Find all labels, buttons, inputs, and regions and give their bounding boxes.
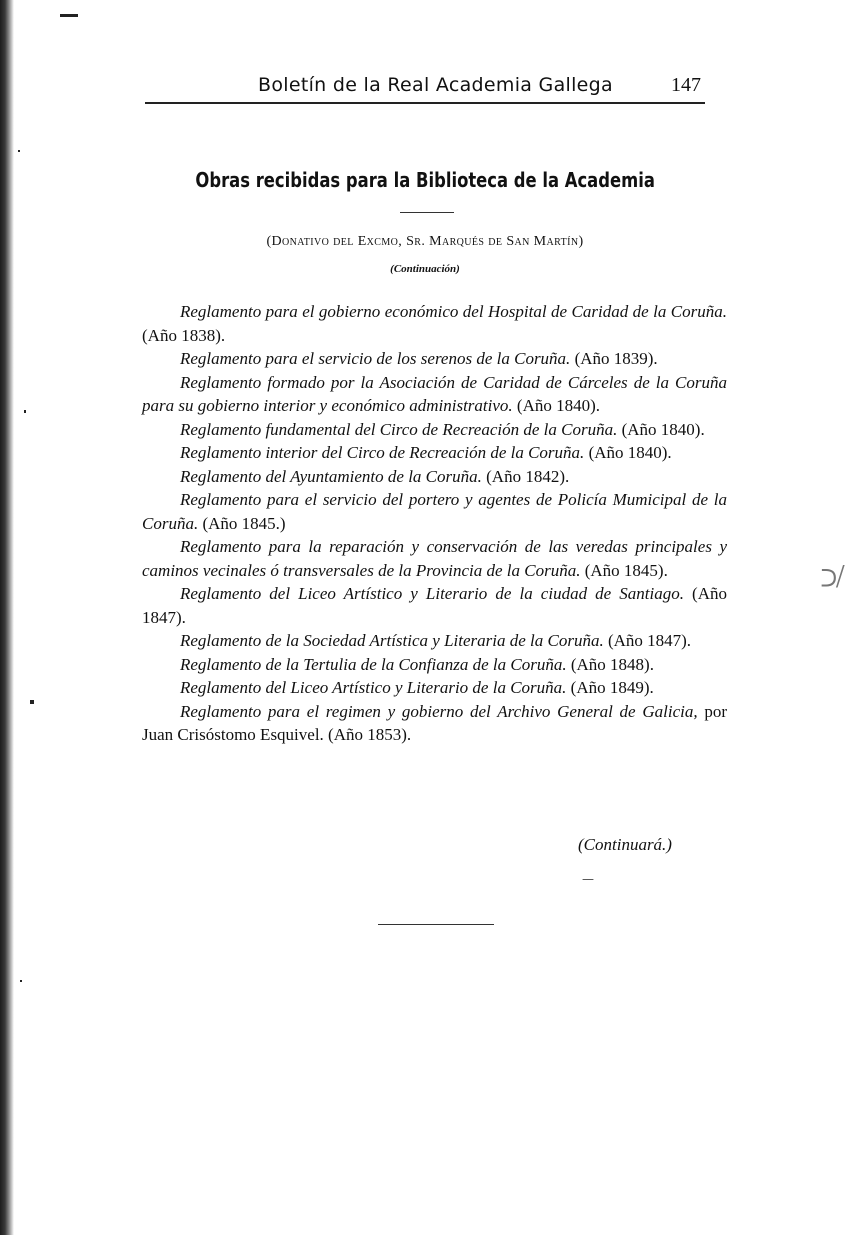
list-item: [142, 300, 727, 347]
title-rule: [400, 212, 454, 213]
entry-year: (Año 1840).: [512, 396, 601, 415]
entry-year: (Año 1849).: [566, 678, 654, 697]
list-item: [142, 535, 727, 582]
entry-title: Reglamento formado por la Asociación de Caridad de Cárceles de la Coruña para su gobierno interior y económico administrativo.: [142, 372, 727, 415]
entry-year: por Juan Crisóstomo Esquivel. (Año 1853).: [142, 701, 727, 744]
list-item: [142, 676, 727, 700]
list-item: [142, 347, 727, 371]
entry-title: Reglamento fundamental del Circo de Recreación de la Coruña.: [180, 419, 618, 439]
running-title: Boletín de la Real Academia Gallega: [258, 74, 613, 96]
entry-year: (Año 1845).: [580, 560, 668, 580]
scan-speck: [24, 410, 26, 413]
entry-title: Reglamento para la reparación y conservación de las veredas principales y caminos vecinales ó transversales de la Provincia de la Coruña.: [142, 537, 727, 580]
entry-title: Reglamento del Liceo Artístico y Literario de la Coruña.: [180, 678, 567, 697]
entry-year: (Año 1842).: [481, 466, 570, 486]
list-item: [142, 629, 727, 653]
page-number: 147: [671, 74, 701, 96]
list-item: [142, 488, 727, 535]
list-item: [142, 582, 727, 629]
continues-note: (Continuará.): [578, 835, 672, 854]
entry-title: Reglamento para el gobierno económico del Hospital de Caridad de la Coruña.: [180, 302, 727, 321]
entry-title: Reglamento de la Sociedad Artística y Literaria de la Coruña.: [180, 631, 604, 650]
list-item: [142, 653, 727, 677]
list-item: [142, 371, 727, 418]
entry-year: (Año 1848).: [566, 654, 654, 674]
entry-year: (Año 1847).: [603, 631, 692, 650]
entry-title: Reglamento del Liceo Artístico y Literario de la ciudad de Santiago.: [180, 584, 684, 603]
running-header: [145, 72, 705, 104]
entry-year: (Año 1847).: [142, 584, 727, 627]
end-rule: [378, 924, 494, 925]
scan-mark: —: [582, 872, 594, 886]
scan-speck: [60, 14, 78, 17]
entry-title: Reglamento de la Tertulia de la Confianza de la Coruña.: [180, 654, 567, 674]
list-item: [142, 465, 727, 489]
entry-list: [142, 300, 727, 747]
scan-speck: [18, 150, 20, 152]
section-title: Obras recibidas para la Biblioteca de la Academia: [195, 168, 655, 192]
entry-year: (Año 1839).: [570, 349, 658, 368]
entry-title: Reglamento interior del Circo de Recreación de la Coruña.: [180, 443, 585, 462]
entry-year: (Año 1840).: [584, 443, 672, 462]
scan-speck: [30, 700, 34, 704]
scan-speck: [20, 980, 22, 982]
entry-title: Reglamento para el servicio de los serenos de la Coruña.: [180, 349, 571, 368]
scan-mark: ⟉: [820, 560, 846, 595]
continuation-note: (Continuación): [390, 263, 460, 275]
list-item: [142, 700, 727, 747]
entry-title: Reglamento del Ayuntamiento de la Coruña.: [180, 466, 482, 486]
entry-year: (Año 1845.): [198, 513, 286, 533]
binding-edge-shadow: [0, 0, 14, 1235]
list-item: [142, 441, 727, 465]
list-item: [142, 418, 727, 442]
entry-title: Reglamento para el regimen y gobierno del Archivo General de Galicia,: [180, 701, 698, 721]
entry-year: (Año 1840).: [617, 419, 705, 439]
entry-year: (Año 1838).: [142, 325, 226, 345]
donor-line: (Donativo del Excmo, Sr. Marqués de San Martín): [266, 234, 584, 249]
entry-title: Reglamento para el servicio del portero y agentes de Policía Mumicipal de la Coruña.: [142, 490, 727, 533]
